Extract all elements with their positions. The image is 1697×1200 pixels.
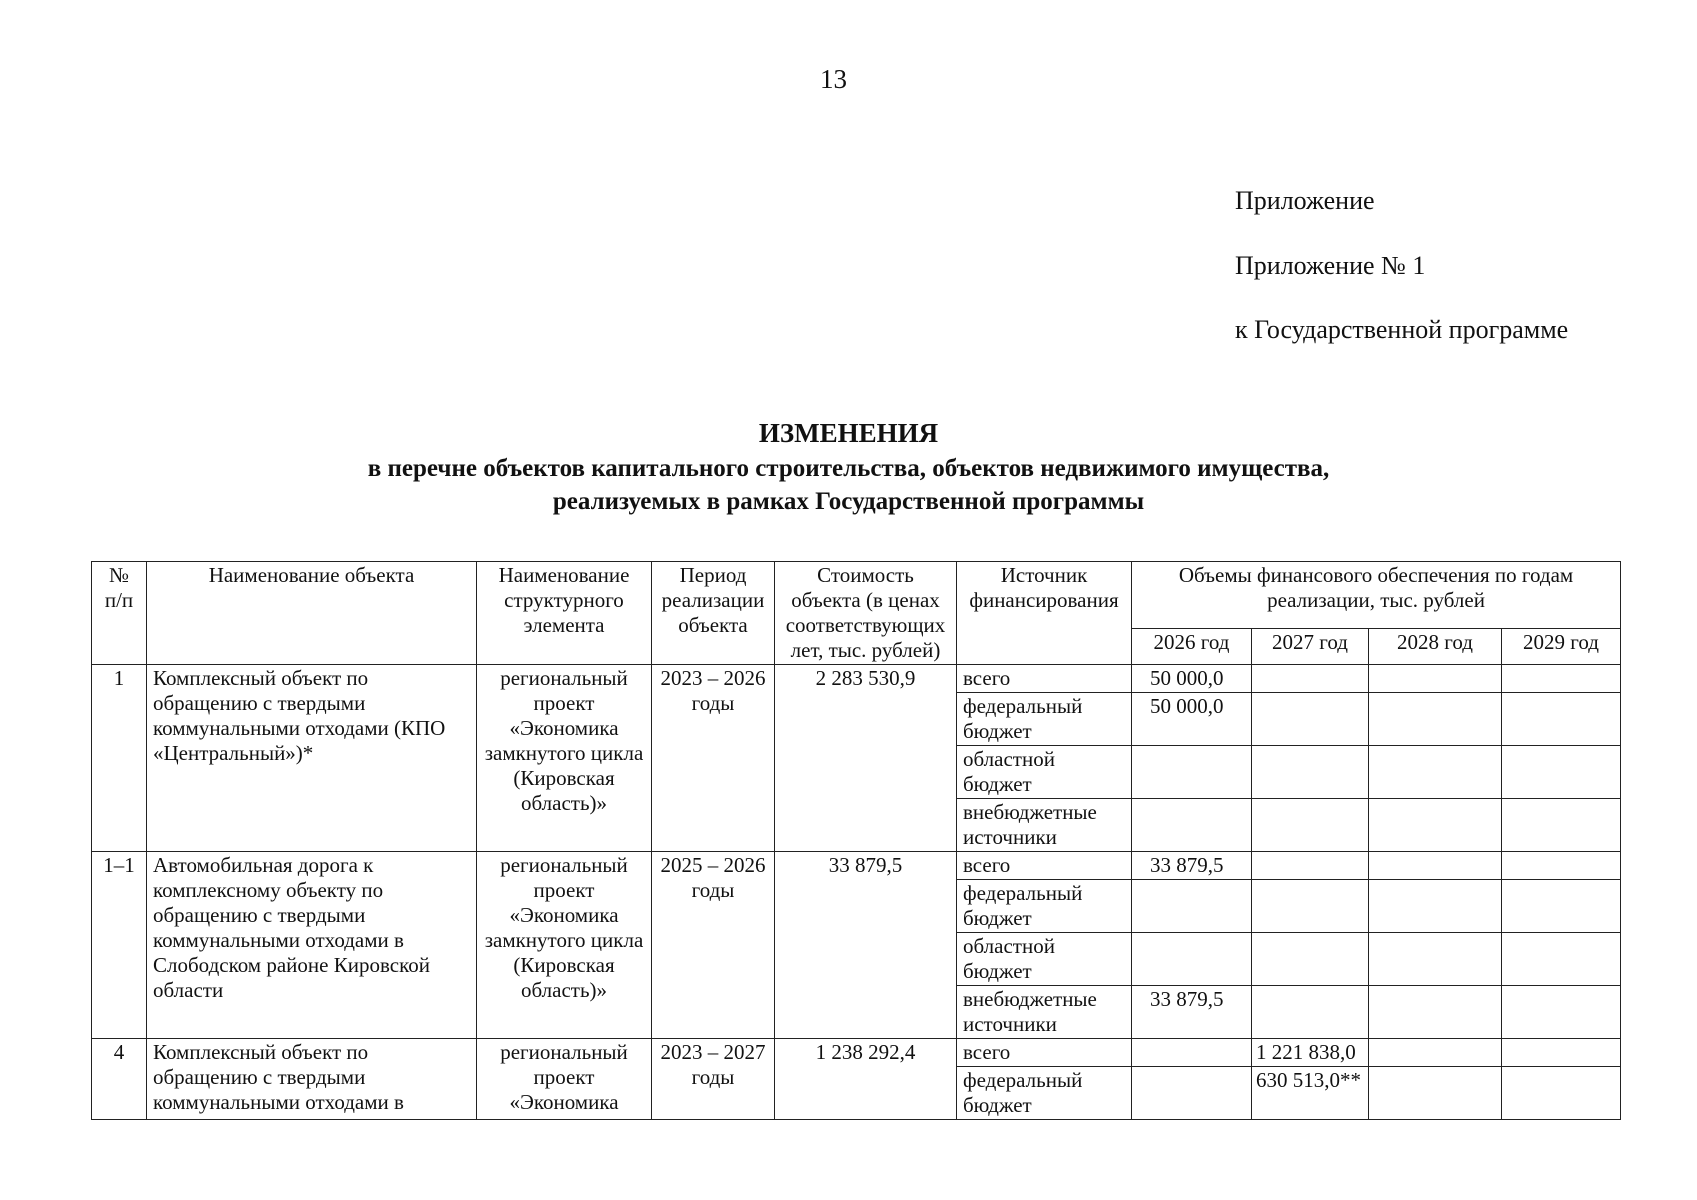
- implementation-period: 2025 – 2026 годы: [652, 852, 775, 1039]
- funding-source: областной бюджет: [957, 933, 1132, 986]
- amount-2026: 50 000,0: [1132, 693, 1252, 746]
- amount-2028: [1369, 665, 1502, 693]
- header-number: № п/п: [92, 562, 147, 665]
- amount-2029: [1502, 746, 1621, 799]
- header-year-2029: 2029 год: [1502, 629, 1621, 665]
- amount-2026: 33 879,5: [1132, 986, 1252, 1039]
- funding-source: всего: [957, 852, 1132, 880]
- amount-2027: [1252, 852, 1369, 880]
- amount-2028: [1369, 880, 1502, 933]
- amount-2028: [1369, 1039, 1502, 1067]
- amount-2026: [1132, 746, 1252, 799]
- amount-2027: 1 221 838,0: [1252, 1039, 1369, 1067]
- table-row: [92, 852, 1621, 880]
- funding-source: всего: [957, 665, 1132, 693]
- object-cost: 33 879,5: [775, 852, 957, 1039]
- funding-source: федеральный бюджет: [957, 693, 1132, 746]
- amount-2028: [1369, 986, 1502, 1039]
- appendix-label: Приложение: [1235, 186, 1375, 215]
- amount-2029: [1502, 1067, 1621, 1120]
- amount-2028: [1369, 1067, 1502, 1120]
- row-number: 1–1: [92, 852, 147, 1039]
- header-year-2027: 2027 год: [1252, 629, 1369, 665]
- header-funding-volumes: Объемы финансового обеспечения по годам реализации, тыс. рублей: [1132, 562, 1621, 629]
- funding-source: внебюджетные источники: [957, 986, 1132, 1039]
- page-number: 13: [820, 64, 847, 94]
- appendix-program: к Государственной программе: [1235, 315, 1569, 344]
- capital-objects-table: [91, 561, 1621, 1120]
- amount-2028: [1369, 799, 1502, 852]
- amount-2028: [1369, 933, 1502, 986]
- header-source: Источник финансирования: [957, 562, 1132, 665]
- object-name: Комплексный объект по обращению с твердыми коммунальными отходами (КПО «Центральный»)*: [147, 665, 477, 852]
- amount-2027: 630 513,0**: [1252, 1067, 1369, 1120]
- header-year-2026: 2026 год: [1132, 629, 1252, 665]
- amount-2029: [1502, 1039, 1621, 1067]
- amount-2027: [1252, 665, 1369, 693]
- funding-source: федеральный бюджет: [957, 1067, 1132, 1120]
- object-cost: 1 238 292,4: [775, 1039, 957, 1120]
- object-name: Комплексный объект по обращению с твердыми коммунальными отходами в: [147, 1039, 477, 1120]
- funding-source: федеральный бюджет: [957, 880, 1132, 933]
- amount-2029: [1502, 852, 1621, 880]
- table-row: [92, 1039, 1621, 1067]
- header-structural-element: Наименование структурного элемента: [477, 562, 652, 665]
- row-number: 1: [92, 665, 147, 852]
- amount-2029: [1502, 933, 1621, 986]
- funding-source: областной бюджет: [957, 746, 1132, 799]
- amount-2029: [1502, 799, 1621, 852]
- amount-2027: [1252, 693, 1369, 746]
- amount-2026: [1132, 799, 1252, 852]
- header-object-name: Наименование объекта: [147, 562, 477, 665]
- document-subtitle-line-2: реализуемых в рамках Государственной программы: [552, 488, 1145, 515]
- header-cost: Стоимость объекта (в ценах соответствующих лет, тыс. рублей): [775, 562, 957, 665]
- amount-2029: [1502, 693, 1621, 746]
- document-subtitle-line-1: в перечне объектов капитального строительства, объектов недвижимого имущества,: [367, 455, 1330, 482]
- object-cost: 2 283 530,9: [775, 665, 957, 852]
- implementation-period: 2023 – 2027 годы: [652, 1039, 775, 1120]
- amount-2028: [1369, 693, 1502, 746]
- amount-2028: [1369, 746, 1502, 799]
- structural-element: региональный проект «Экономика: [477, 1039, 652, 1120]
- amount-2029: [1502, 986, 1621, 1039]
- amount-2027: [1252, 799, 1369, 852]
- amount-2029: [1502, 665, 1621, 693]
- amount-2027: [1252, 746, 1369, 799]
- header-period: Период реализации объекта: [652, 562, 775, 665]
- structural-element: региональный проект «Экономика замкнутого цикла (Кировская область)»: [477, 665, 652, 852]
- amount-2026: [1132, 1039, 1252, 1067]
- appendix-number: Приложение № 1: [1235, 251, 1426, 280]
- amount-2027: [1252, 986, 1369, 1039]
- amount-2027: [1252, 933, 1369, 986]
- amount-2026: [1132, 933, 1252, 986]
- table-row: [92, 665, 1621, 693]
- amount-2026: 50 000,0: [1132, 665, 1252, 693]
- amount-2029: [1502, 880, 1621, 933]
- object-name: Автомобильная дорога к комплексному объекту по обращению с твердыми коммунальными отходами в Слободском районе Кировской области: [147, 852, 477, 1039]
- implementation-period: 2023 – 2026 годы: [652, 665, 775, 852]
- header-year-2028: 2028 год: [1369, 629, 1502, 665]
- structural-element: региональный проект «Экономика замкнутого цикла (Кировская область)»: [477, 852, 652, 1039]
- amount-2027: [1252, 880, 1369, 933]
- amount-2026: 33 879,5: [1132, 852, 1252, 880]
- amount-2026: [1132, 880, 1252, 933]
- amount-2026: [1132, 1067, 1252, 1120]
- row-number: 4: [92, 1039, 147, 1120]
- funding-source: внебюджетные источники: [957, 799, 1132, 852]
- document-title: ИЗМЕНЕНИЯ: [758, 418, 939, 448]
- amount-2028: [1369, 852, 1502, 880]
- funding-source: всего: [957, 1039, 1132, 1067]
